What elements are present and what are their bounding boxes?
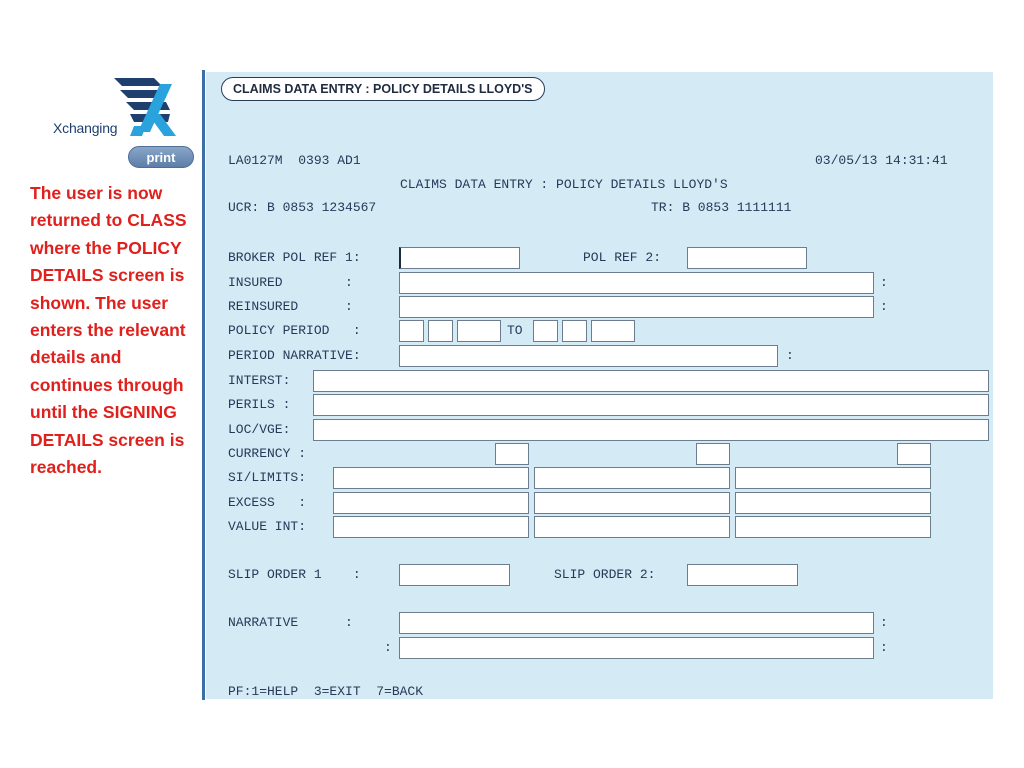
excess-label: EXCESS : <box>228 495 307 510</box>
si-limits-input-1[interactable] <box>333 467 529 489</box>
slip-order-2-label: SLIP ORDER 2: <box>554 567 656 582</box>
si-limits-label: SI/LIMITS: <box>228 470 307 485</box>
reinsured-end-colon: : <box>880 299 888 314</box>
policy-period-from-day-input[interactable] <box>399 320 424 342</box>
period-narrative-input[interactable] <box>399 345 778 367</box>
reinsured-label: REINSURED : <box>228 299 353 314</box>
excess-input-3[interactable] <box>735 492 931 514</box>
period-narrative-end-colon: : <box>786 348 794 363</box>
ucr-value: UCR: B 0853 1234567 <box>228 200 377 215</box>
slip-order-1-input[interactable] <box>399 564 510 586</box>
narrative-input-1[interactable] <box>399 612 874 634</box>
value-int-label: VALUE INT: <box>228 519 307 534</box>
insured-input[interactable] <box>399 272 874 294</box>
si-limits-input-3[interactable] <box>735 467 931 489</box>
broker-pol-ref-1-input[interactable] <box>399 247 520 269</box>
excess-input-1[interactable] <box>333 492 529 514</box>
interst-input[interactable] <box>313 370 989 392</box>
value-int-input-1[interactable] <box>333 516 529 538</box>
brand-name: Xchanging <box>53 120 118 136</box>
tr-value: TR: B 0853 1111111 <box>651 200 792 215</box>
narrative-label: NARRATIVE : <box>228 615 353 630</box>
policy-period-label: POLICY PERIOD : <box>228 323 361 338</box>
instruction-text: The user is now returned to CLASS where the POLICY DETAILS screen is shown. The user enters the relevant details and continues through until the SIGNING DETAILS screen is reached. <box>30 183 187 478</box>
policy-period-to-month-input[interactable] <box>562 320 587 342</box>
value-int-input-3[interactable] <box>735 516 931 538</box>
slip-order-2-input[interactable] <box>687 564 798 586</box>
screen-datetime: 03/05/13 14:31:41 <box>815 153 948 168</box>
screen-title: CLAIMS DATA ENTRY : POLICY DETAILS LLOYD'S <box>221 77 545 101</box>
narrative-input-2[interactable] <box>399 637 874 659</box>
narrative-2-colon: : <box>384 640 392 655</box>
insured-label: INSURED : <box>228 275 353 290</box>
broker-pol-ref-1-label: BROKER POL REF 1: <box>228 250 361 265</box>
loc-vge-input[interactable] <box>313 419 989 441</box>
policy-period-to-year-input[interactable] <box>591 320 635 342</box>
screen-subtitle: CLAIMS DATA ENTRY : POLICY DETAILS LLOYD'S <box>400 177 728 192</box>
currency-input-1[interactable] <box>495 443 529 465</box>
pol-ref-2-input[interactable] <box>687 247 807 269</box>
policy-period-to-label: TO <box>507 323 523 338</box>
screen-code: LA0127M 0393 AD1 <box>228 153 361 168</box>
insured-end-colon: : <box>880 275 888 290</box>
print-button[interactable]: print <box>128 146 194 168</box>
si-limits-input-2[interactable] <box>534 467 730 489</box>
pf-keys-footer: PF:1=HELP 3=EXIT 7=BACK <box>228 684 424 699</box>
policy-period-to-day-input[interactable] <box>533 320 558 342</box>
perils-input[interactable] <box>313 394 989 416</box>
excess-input-2[interactable] <box>534 492 730 514</box>
reinsured-input[interactable] <box>399 296 874 318</box>
pol-ref-2-label: POL REF 2: <box>583 250 662 265</box>
narrative-2-end-colon: : <box>880 640 888 655</box>
currency-input-3[interactable] <box>897 443 931 465</box>
interst-label: INTERST: <box>228 373 291 388</box>
loc-vge-label: LOC/VGE: <box>228 422 291 437</box>
period-narrative-label: PERIOD NARRATIVE: <box>228 348 361 363</box>
perils-label: PERILS : <box>228 397 291 412</box>
policy-period-from-month-input[interactable] <box>428 320 453 342</box>
currency-input-2[interactable] <box>696 443 730 465</box>
value-int-input-2[interactable] <box>534 516 730 538</box>
divider <box>202 70 205 700</box>
narrative-1-end-colon: : <box>880 615 888 630</box>
policy-period-from-year-input[interactable] <box>457 320 501 342</box>
currency-label: CURRENCY : <box>228 446 307 461</box>
slip-order-1-label: SLIP ORDER 1 : <box>228 567 361 582</box>
